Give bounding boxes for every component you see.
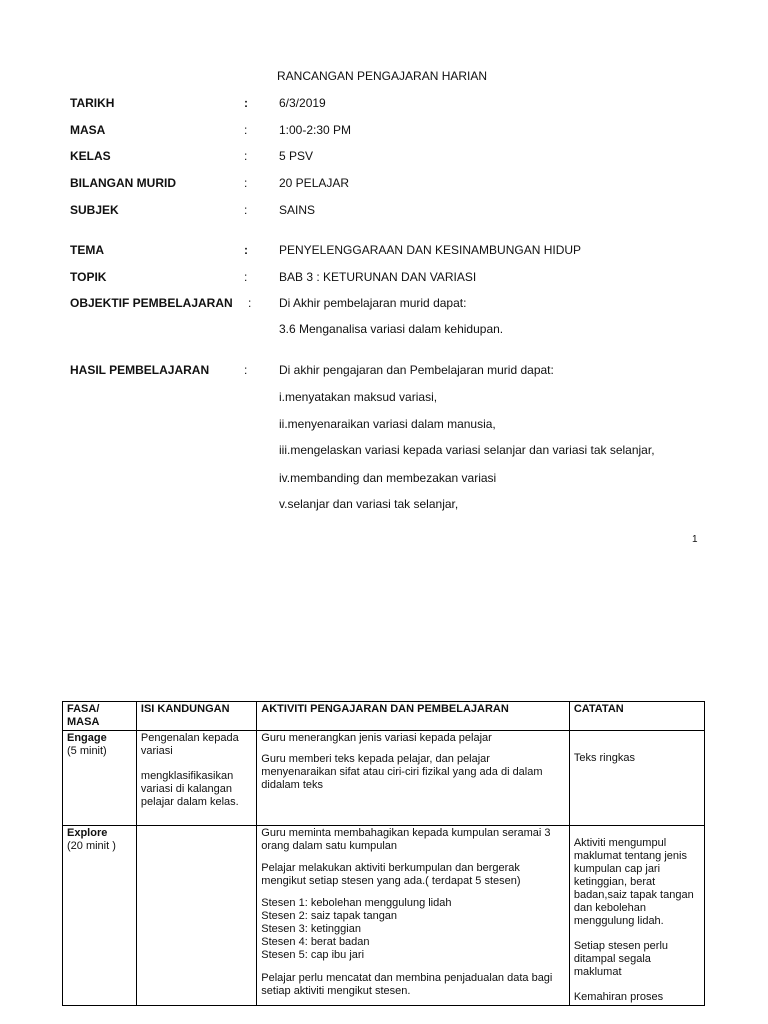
field-label: TOPIK (70, 270, 107, 284)
field-colon: : (244, 176, 248, 190)
outcome-item: v.selanjar dan variasi tak selanjar, (279, 497, 459, 511)
field-colon: : (244, 149, 248, 163)
cell-isi (136, 826, 256, 1006)
field-label: SUBJEK (70, 203, 119, 217)
cell-catatan (569, 826, 704, 1006)
cell-isi (136, 731, 256, 826)
field-label: OBJEKTIF PEMBELAJARAN (70, 296, 233, 310)
isi-text: mengklasifikasikan variasi di kalangan pelajar dalam kelas. (140, 770, 239, 808)
objective-line: 3.6 Menganalisa variasi dalam kehidupan. (279, 322, 504, 336)
header-fasa: FASA/ MASA (63, 702, 137, 731)
page-gap (0, 560, 768, 700)
field-colon: : (248, 296, 252, 310)
header-catatan: CATATAN (569, 702, 704, 731)
field-label: TARIKH (70, 96, 115, 110)
phase-time: (20 minit ) (67, 840, 116, 852)
phase-name: Explore (67, 827, 108, 839)
outcome-item: i.menyatakan maksud variasi, (279, 390, 438, 404)
field-value: BAB 3 : KETURUNAN DAN VARIASI (279, 270, 477, 284)
field-value: PENYELENGGARAAN DAN KESINAMBUNGAN HIDUP (279, 243, 582, 257)
outcome-item: ii.menyenaraikan variasi dalam manusia, (279, 417, 496, 431)
field-value: Di Akhir pembelajaran murid dapat: (279, 296, 467, 310)
field-masa (70, 123, 710, 139)
phase-name: Engage (67, 732, 107, 744)
field-colon: : (244, 363, 248, 377)
cell-phase (63, 731, 137, 826)
cell-aktiviti (257, 826, 570, 1006)
lesson-activity-table (62, 701, 705, 1006)
aktiviti-text: Pelajar melakukan aktiviti berkumpulan dan bergerak mengikut setiap stesen yang ada.( terdapat 5 stesen) (261, 862, 521, 887)
stesen-item: Stesen 3: ketinggian (261, 923, 361, 935)
cell-aktiviti (257, 731, 570, 826)
catatan-text: Kemahiran proses (573, 991, 664, 1003)
field-tarikh (70, 96, 710, 112)
stesen-item: Stesen 2: saiz tapak tangan (261, 910, 398, 922)
stesen-item: Stesen 5: cap ibu jari (261, 949, 365, 961)
stesen-item: Stesen 1: kebolehan menggulung lidah (261, 897, 452, 909)
stesen-item: Stesen 4: berat badan (261, 936, 370, 948)
field-label: BILANGAN MURID (70, 176, 176, 190)
field-kelas (70, 149, 710, 165)
page-number: 1 (692, 534, 698, 545)
catatan-text: Teks ringkas (573, 752, 635, 764)
table-row-explore (63, 826, 705, 1006)
table-row-engage (63, 731, 705, 826)
aktiviti-text: Guru memberi teks kepada pelajar, dan pelajar menyenaraikan sifat atau ciri-ciri fizikal yang ada di dalam didalam teks (261, 753, 543, 791)
field-label: KELAS (70, 149, 111, 163)
field-colon: : (244, 123, 248, 137)
phase-time: (5 minit) (67, 745, 107, 757)
field-label: TEMA (70, 243, 104, 257)
field-label: MASA (70, 123, 106, 137)
field-colon: : (244, 203, 248, 217)
header-isi: ISI KANDUNGAN (136, 702, 256, 731)
field-colon: : (244, 96, 248, 110)
field-value: 5 PSV (279, 149, 314, 163)
catatan-text: Setiap stesen perlu ditampal segala maklumat (573, 940, 668, 978)
catatan-text: Aktiviti mengumpul maklumat tentang jenis kumpulan cap jari ketinggian, berat badan,saiz tapak tangan dan kebolehan menggulung lidah. (573, 837, 694, 927)
outcome-item: iv.membanding dan membezakan variasi (279, 471, 497, 485)
document-title: RANCANGAN PENGAJARAN HARIAN (277, 69, 488, 83)
field-value: 1:00-2:30 PM (279, 123, 352, 137)
header-aktiviti: AKTIVITI PENGAJARAN DAN PEMBELAJARAN (257, 702, 570, 731)
field-colon: : (244, 270, 248, 284)
aktiviti-text: Guru menerangkan jenis variasi kepada pelajar (261, 732, 492, 744)
cell-phase (63, 826, 137, 1006)
aktiviti-text: Pelajar perlu mencatat dan membina penjadualan data bagi setiap aktiviti mengikut stesen. (261, 972, 553, 997)
field-value: SAINS (279, 203, 316, 217)
field-colon: : (244, 243, 248, 257)
field-hasil (70, 363, 710, 379)
field-tema (70, 243, 710, 259)
field-label: HASIL PEMBELAJARAN (70, 363, 210, 377)
cell-catatan (569, 731, 704, 826)
field-objektif (70, 296, 710, 312)
aktiviti-text: Guru meminta membahagikan kepada kumpulan seramai 3 orang dalam satu kumpulan (261, 827, 551, 852)
field-subjek (70, 203, 710, 219)
field-value: 6/3/2019 (279, 96, 326, 110)
table-header-row (63, 702, 705, 731)
field-value: 20 PELAJAR (279, 176, 350, 190)
field-value: Di akhir pengajaran dan Pembelajaran murid dapat: (279, 363, 554, 377)
field-topik (70, 270, 710, 286)
field-bilangan-murid (70, 176, 710, 192)
outcome-item: iii.mengelaskan variasi kepada variasi selanjar dan variasi tak selanjar, (279, 443, 655, 457)
isi-text: Pengenalan kepada variasi (140, 732, 239, 757)
